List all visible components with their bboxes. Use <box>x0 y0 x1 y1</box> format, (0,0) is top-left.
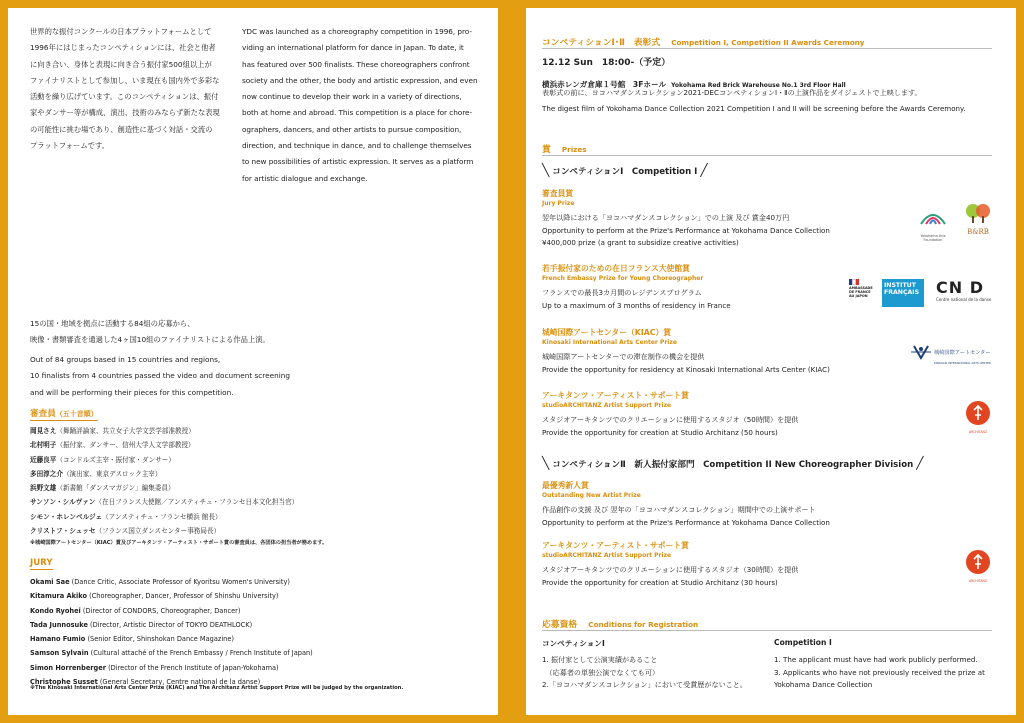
ceremony-date: 12.12 Sun 18:00-（予定） <box>542 58 671 68</box>
ceremony-title-en: Competition I, Competition II Awards Ceremony <box>671 38 865 47</box>
text-line: society and the other, the body and artistic expression, and even <box>242 75 478 85</box>
conditions-title <box>542 612 698 631</box>
jury-member <box>30 467 298 481</box>
jury-name: シモン・ホレンベルジェ <box>30 512 103 521</box>
prize-title: アーキタンツ・アーティスト・サポート賞 <box>542 391 689 400</box>
text-line: YDC was launched as a choreography competition in 1996, pro- <box>242 27 472 36</box>
intro-en <box>242 24 492 187</box>
jury-member <box>30 424 298 438</box>
prize-description: 翌年以降における「ヨコハマダンスコレクション」での上演 及び 賞金40万円 <box>542 213 790 222</box>
text-line: ファイナリストとして参加し、いま現在も国内外で多彩な <box>30 75 220 85</box>
text-line: 1996年にはじまったコンペティションには、社会と他者 <box>30 43 216 53</box>
prize-description: スタジオアーキタンツでのクリエーションに使用するスタジオ（30時間）を提供 <box>542 565 799 574</box>
prize-block <box>542 390 798 439</box>
kiac-logo: 城崎国際アートセンター KINOSAKI INTERNATIONAL ARTS CENTER <box>910 343 996 365</box>
text-line: に向き合い、身体と表現に向き合う振付家500組以上が <box>30 59 212 69</box>
right-page <box>526 8 1016 715</box>
jury-member <box>30 453 298 467</box>
jury-member <box>30 510 298 524</box>
venue-ja: 横浜赤レンガ倉庫１号館 3Fホール <box>542 80 667 89</box>
jury-role: （フランス国立ダンスセンター事務局長） <box>95 527 221 536</box>
text-line: の可能性に挑む場であり、創造性に基づく対話・交流の <box>30 124 213 134</box>
jury-member <box>30 438 298 452</box>
text-line: has featured over 500 finalists. These choreographers confront <box>242 59 470 69</box>
stats-en <box>30 352 490 401</box>
cond-col1-list <box>542 654 747 692</box>
jury-member <box>30 575 313 589</box>
jury-name: Hamano Fumio <box>30 635 86 644</box>
jury-role: （在日フランス大使館／アンスティチュ・フランセ日本文化担当官） <box>95 498 299 507</box>
text-line: Out of 84 groups based in 15 countries and regions, <box>30 355 221 364</box>
prize-description: Opportunity to perform at the Prize's Performance at Yokohama Dance Collection <box>542 225 830 235</box>
prize-subtitle: Jury Prize <box>542 200 575 207</box>
text-line: ographers, dancers, and other artists to pursue composition, <box>242 124 462 134</box>
text-line: 10 finalists from 4 countries passed the video and document screening <box>30 371 291 381</box>
jury-role: (Choreographer, Dancer, Professor of Shinshu University) <box>87 592 279 601</box>
left-page <box>8 8 498 715</box>
condition-item: 1. 振付家として公演実績があること <box>542 655 658 664</box>
prize-subtitle: Outstanding New Artist Prize <box>542 492 641 499</box>
condition-item: （応募者の単独公演でなくても可） <box>542 667 660 677</box>
jury-name: Kitamura Akiko <box>30 592 88 601</box>
jury-role: （演出家、東京デスロック主宰） <box>62 469 162 478</box>
jury-member <box>30 589 313 603</box>
jury-name: Tada Junnosuke <box>30 620 88 629</box>
jury-role: (Director of the French Institute of Japan-Yokohama) <box>106 663 279 672</box>
logo-text: FRANÇAIS <box>884 289 920 296</box>
ceremony-title-ja: コンペティションⅠ･Ⅱ 表彰式 <box>542 38 661 48</box>
text-line: and will be performing their pieces for this competition. <box>30 387 234 397</box>
jury-role: （振付家、ダンサー、信州大学人文学部教授） <box>56 441 195 450</box>
prizes-title-en: Prizes <box>561 145 587 154</box>
ceremony-desc-ja: 表彰式の前に、ヨコハマダンスコレクション2021-DECコンペティションⅠ・Ⅱの上演作品をダイジェストで上映します。 <box>542 88 922 97</box>
text-line: 世界的な振付コンクールの日本プラットフォームとして <box>30 27 212 36</box>
venue-en: Yokohama Red Brick Warehouse No.1 3rd Floor Hall <box>671 82 846 89</box>
intro-ja <box>30 24 240 154</box>
text-line: now continue to develop their work in a variety of directions, <box>242 92 462 102</box>
prize-description: 作品創作の支援 及び 翌年の「ヨコハマダンスコレクション」期間中での上演サポート <box>542 505 816 514</box>
jury-member <box>30 481 298 495</box>
prize-title: 城崎国際アートセンター（KIAC）賞 <box>542 328 672 337</box>
jury-name: Okami Sae <box>30 578 70 586</box>
jury-role: (Director, Artistic Director of TOKYO DEATHLOCK) <box>87 620 253 629</box>
jury-member <box>30 646 313 660</box>
ceremony-title <box>542 30 864 49</box>
prize-block <box>542 327 830 376</box>
text-line: 家やダンサー等が構成、演出、技術のみならず新たな表現 <box>30 108 220 118</box>
text-line: viding an international platform for dance in Japan. To date, it <box>242 43 464 53</box>
text-line: for artistic dialogue and exchange. <box>242 173 368 183</box>
jury-en-title: JURY <box>30 558 53 568</box>
jury-member <box>30 604 313 618</box>
jury-en-list <box>30 575 313 689</box>
jury-role: （舞踊評論家、共立女子大学文芸学部准教授） <box>56 427 195 435</box>
cond-col2-title: Competition I <box>774 638 832 647</box>
jury-role: （新書館「ダンスマガジン」編集委員） <box>56 484 175 493</box>
prize-description: スタジオアーキタンツでのクリエーションに使用するスタジオ（50時間）を提供 <box>542 415 799 424</box>
condition-item: 3. Applicants who have not previously received the prize at <box>774 667 985 677</box>
jury-member <box>30 661 313 675</box>
prize-title: 審査員賞 <box>542 189 574 198</box>
prize-block <box>542 263 731 312</box>
cond-col2-list <box>774 654 985 692</box>
stats-ja <box>30 316 490 349</box>
text-line: 映像・書類審査を通過した4ヶ国10組のファイナリストによる作品上演。 <box>30 335 270 345</box>
jury-en-note: ※The Kinosaki International Arts Center Prize (KIAC) and The Architanz Artist Support Prize will be judged by the organization. <box>30 685 404 691</box>
divider <box>542 630 992 631</box>
logo-text: DE FRANCE <box>849 290 871 294</box>
prize-description: Up to a maximum of 3 months of residency in France <box>542 300 731 310</box>
jury-name: 浜野文雄 <box>30 484 57 493</box>
jury-ja-title: 審査員（五十音順） <box>30 409 98 419</box>
condition-item: Yokohama Dance Collection <box>774 680 873 690</box>
jury-member <box>30 495 298 509</box>
jury-name: Christophe Susset <box>30 678 98 687</box>
prize-description: Provide the opportunity for creation at Studio Architanz (50 hours) <box>542 427 778 437</box>
jury-name: Kondo Ryohei <box>30 606 81 615</box>
prize-description: 城崎国際アートセンターでの滞在制作の機会を提供 <box>542 352 705 361</box>
architanz-logo: ARCHITANZ <box>963 549 993 583</box>
jury-ja-list <box>30 424 298 538</box>
jury-role: （コンドルズ主宰・振付家・ダンサー） <box>56 455 175 464</box>
prize-title: 若手振付家のための在日フランス大使館賞 <box>542 264 690 273</box>
prize-title: アーキタンツ・アーティスト・サポート賞 <box>542 541 689 550</box>
jury-name: 岡見さえ <box>30 427 57 435</box>
prize-subtitle: French Embassy Prize for Young Choreographer <box>542 275 704 282</box>
prize-block <box>542 480 830 529</box>
logo-text: AU JAPON <box>849 294 868 298</box>
jury-name: サンソン・シルヴァン <box>30 498 96 507</box>
condition-item: 2.「ヨコハマダンスコレクション」において受賞歴がないこと。 <box>542 680 747 690</box>
jury-name: 近藤良平 <box>30 455 57 464</box>
text-line: プラットフォームです。 <box>30 141 109 151</box>
yokohama-arts-foundation-logo: Yokohama Arts Foundation <box>912 204 954 242</box>
ambassade-france-logo <box>849 279 881 298</box>
prize-subtitle: studioARCHITANZ Artist Support Prize <box>542 552 672 559</box>
brb-logo: B&RB <box>960 202 996 236</box>
prizes-title-ja: 賞 <box>542 145 551 155</box>
prize-block <box>542 188 830 250</box>
divider <box>542 155 992 156</box>
jury-role: (Director of CONDORS, Choreographer, Dancer) <box>80 606 241 615</box>
jury-role: (Senior Editor, Shinshokan Dance Magazine) <box>85 635 234 644</box>
text-line: both at home and abroad. This competition is a place for chore- <box>242 108 473 118</box>
architanz-logo: ARCHITANZ <box>963 400 993 434</box>
prize-title: 最優秀新人賞 <box>542 481 589 490</box>
text-line: direction, and technique in dance, and to challenge themselves <box>242 141 472 151</box>
logo-text: INSTITUT <box>884 282 916 289</box>
cond-col1-title: コンペティションⅠ <box>542 639 605 648</box>
text-line: to new possibilities of artistic expression. It serves as a platform <box>242 157 474 167</box>
comp1-heading: ╲ コンペティションⅠ Competition I ╱ <box>542 163 708 177</box>
ceremony-desc-en: The digest film of Yokohama Dance Collection 2021 Competition I and II will be screening before the Awards Ceremony. <box>542 104 966 113</box>
prize-description: Opportunity to perform at the Prize's Performance at Yokohama Dance Collection <box>542 517 830 527</box>
logo-text: AMBASSADE <box>849 286 873 290</box>
cnd-logo: CN D Centre national de la danse <box>936 278 992 302</box>
prize-description: ¥400,000 prize (a grant to subsidize creative activities) <box>542 238 739 248</box>
jury-member <box>30 632 313 646</box>
jury-name: 多田淳之介 <box>30 469 63 478</box>
jury-role: (Dance Critic, Associate Professor of Kyoritsu Women's University) <box>69 578 290 586</box>
prize-description: Provide the opportunity for residency at Kinosaki International Arts Center (KIAC) <box>542 364 830 374</box>
conditions-title-en: Conditions for Registration <box>588 620 699 629</box>
jury-name: Simon Horrenberger <box>30 663 107 672</box>
comp2-heading: ╲ コンペティションⅡ 新人振付家部門 Competition II New Choreographer Division ╱ <box>542 456 924 470</box>
jury-name: Samson Sylvain <box>30 649 89 658</box>
text-line: 15の国・地域を拠点に活動する84組の応募から、 <box>30 319 195 328</box>
jury-ja-note: ※城崎国際アートセンター（KIAC）賞及びアーキタンツ・アーティスト・サポート賞の審査員は、各団体の担当者が務めます。 <box>30 540 328 546</box>
divider <box>542 48 992 49</box>
prize-block <box>542 540 798 589</box>
prize-description: フランスでの最長3カ月間のレジデンスプログラム <box>542 288 702 297</box>
jury-member <box>30 524 298 538</box>
jury-member <box>30 618 313 632</box>
jury-role: （アンスティチュ・フランセ横浜 館長） <box>102 512 222 521</box>
prize-subtitle: studioARCHITANZ Artist Support Prize <box>542 402 672 409</box>
jury-name: 北村明子 <box>30 441 57 450</box>
institut-francais-logo <box>882 279 924 307</box>
condition-item: 1. The applicant must have had work publicly performed. <box>774 655 978 664</box>
jury-name: クリストフ・シュッセ <box>30 527 96 536</box>
conditions-title-ja: 応募資格 <box>542 620 578 630</box>
jury-role: (Cultural attaché of the French Embassy / French Institute of Japan) <box>88 649 313 658</box>
prizes-title <box>542 137 587 156</box>
prize-description: Provide the opportunity for creation at Studio Architanz (30 hours) <box>542 577 778 587</box>
prize-subtitle: Kinosaki International Arts Center Prize <box>542 339 677 346</box>
text-line: 活動を繰り広げています。このコンペティションは、振付 <box>30 92 219 102</box>
jury-role: (General Secretary, Centre national de la danse) <box>97 678 261 687</box>
